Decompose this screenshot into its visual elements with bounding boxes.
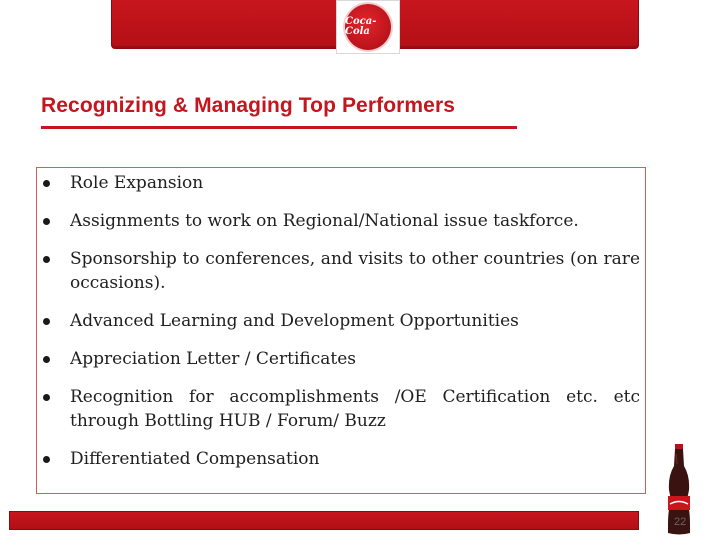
- bullet-dot-icon: [43, 318, 50, 325]
- bullet-dot-icon: [43, 356, 50, 363]
- bullet-dot-icon: [43, 394, 50, 401]
- bullet-dot-icon: [43, 256, 50, 263]
- bottom-bar: [9, 511, 639, 530]
- page-number: 22: [674, 516, 687, 528]
- logo-circle: Coca-Cola: [345, 4, 391, 50]
- bullet-item: Assignments to work on Regional/National issue taskforce.: [43, 209, 640, 233]
- coca-cola-logo: [336, 0, 400, 54]
- bullet-dot-icon: [43, 180, 50, 187]
- bullet-item: Advanced Learning and Development Opportunities: [43, 309, 640, 333]
- bullet-item: Appreciation Letter / Certificates: [43, 347, 640, 371]
- bullet-dot-icon: [43, 456, 50, 463]
- bullet-dot-icon: [43, 218, 50, 225]
- bullet-list: [43, 171, 640, 485]
- slide-title: Recognizing & Managing Top Performers: [41, 94, 456, 117]
- bullet-item: Sponsorship to conferences, and visits to other countries (on rare occasions).: [43, 247, 640, 295]
- bullet-item: Role Expansion: [43, 171, 640, 195]
- bullet-item: Recognition for accomplishments /OE Certification etc. etc through Bottling HUB / Forum/ Buzz: [43, 385, 640, 433]
- title-underline: [41, 126, 517, 129]
- bullet-item: Differentiated Compensation: [43, 447, 640, 471]
